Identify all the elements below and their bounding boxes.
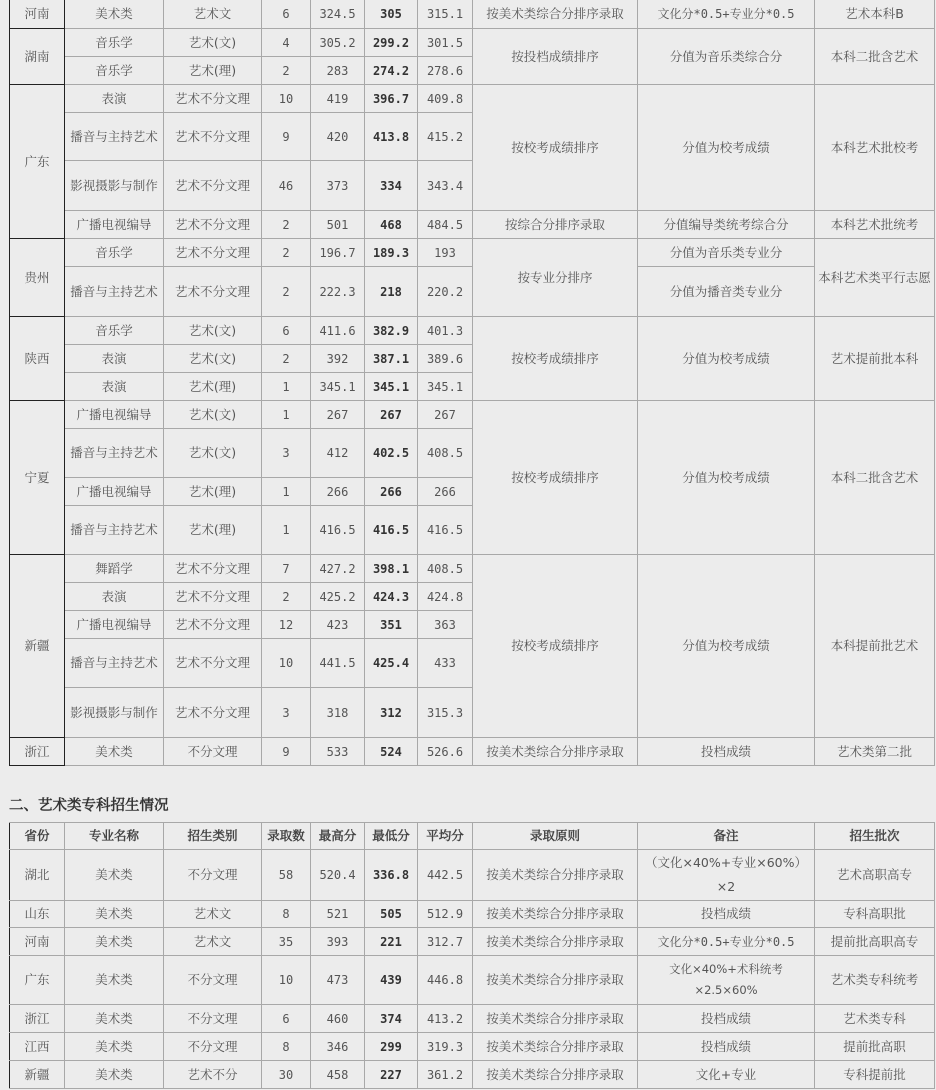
min-score-cell: 402.5 bbox=[365, 429, 418, 478]
max-score-cell: 501 bbox=[311, 211, 365, 239]
min-score-cell: 413.8 bbox=[365, 113, 418, 161]
major-cell: 音乐学 bbox=[65, 57, 164, 85]
max-score-cell: 411.6 bbox=[311, 317, 365, 345]
avg-score-cell: 409.8 bbox=[418, 85, 473, 113]
category-cell: 艺术(文) bbox=[164, 429, 262, 478]
count-cell: 1 bbox=[262, 373, 311, 401]
min-score-cell: 221 bbox=[365, 928, 418, 956]
rule-cell: 按校考成绩排序 bbox=[473, 85, 638, 211]
count-cell: 2 bbox=[262, 57, 311, 85]
category-cell: 不分文理 bbox=[164, 738, 262, 766]
min-score-cell: 374 bbox=[365, 1005, 418, 1033]
count-cell: 2 bbox=[262, 211, 311, 239]
max-score-cell: 420 bbox=[311, 113, 365, 161]
category-cell: 艺术不分文理 bbox=[164, 583, 262, 611]
avg-score-cell: 301.5 bbox=[418, 29, 473, 57]
category-cell: 不分文理 bbox=[164, 850, 262, 901]
max-score-cell: 460 bbox=[311, 1005, 365, 1033]
count-cell: 2 bbox=[262, 239, 311, 267]
major-cell: 播音与主持艺术 bbox=[65, 267, 164, 317]
category-cell: 艺术文 bbox=[164, 0, 262, 29]
major-cell: 美术类 bbox=[65, 1005, 164, 1033]
avg-score-cell: 446.8 bbox=[418, 956, 473, 1005]
count-cell: 2 bbox=[262, 267, 311, 317]
table-row bbox=[10, 901, 935, 928]
avg-score-cell: 266 bbox=[418, 478, 473, 506]
count-cell: 1 bbox=[262, 478, 311, 506]
max-score-cell: 416.5 bbox=[311, 506, 365, 555]
batch-cell: 艺术类专科统考 bbox=[815, 956, 935, 1005]
min-score-cell: 351 bbox=[365, 611, 418, 639]
avg-score-cell: 319.3 bbox=[418, 1033, 473, 1061]
province-cell: 新疆 bbox=[10, 1061, 65, 1089]
avg-score-cell: 442.5 bbox=[418, 850, 473, 901]
count-cell: 10 bbox=[262, 639, 311, 688]
batch-cell: 提前批高职 bbox=[815, 1033, 935, 1061]
count-cell: 4 bbox=[262, 29, 311, 57]
avg-score-cell: 363 bbox=[418, 611, 473, 639]
header-rule: 录取原则 bbox=[473, 823, 638, 850]
max-score-cell: 392 bbox=[311, 345, 365, 373]
avg-score-cell: 315.3 bbox=[418, 688, 473, 738]
count-cell: 30 bbox=[262, 1061, 311, 1089]
avg-score-cell: 278.6 bbox=[418, 57, 473, 85]
table-row bbox=[10, 738, 935, 766]
table-row bbox=[10, 317, 935, 345]
max-score-cell: 318 bbox=[311, 688, 365, 738]
min-score-cell: 336.8 bbox=[365, 850, 418, 901]
note-cell: 投档成绩 bbox=[638, 1033, 815, 1061]
count-cell: 6 bbox=[262, 1005, 311, 1033]
avg-score-cell: 389.6 bbox=[418, 345, 473, 373]
count-cell: 58 bbox=[262, 850, 311, 901]
table-row bbox=[10, 850, 935, 901]
rule-cell: 按美术类综合分排序录取 bbox=[473, 1005, 638, 1033]
rule-cell: 按美术类综合分排序录取 bbox=[473, 1033, 638, 1061]
rule-cell: 按综合分排序录取 bbox=[473, 211, 638, 239]
province-cell: 湖北 bbox=[10, 850, 65, 901]
major-cell: 广播电视编导 bbox=[65, 478, 164, 506]
category-cell: 艺术不分文理 bbox=[164, 239, 262, 267]
min-score-cell: 266 bbox=[365, 478, 418, 506]
table-row bbox=[10, 1033, 935, 1061]
max-score-cell: 305.2 bbox=[311, 29, 365, 57]
major-cell: 表演 bbox=[65, 583, 164, 611]
rule-cell: 按投档成绩排序 bbox=[473, 29, 638, 85]
batch-cell: 艺术提前批本科 bbox=[815, 317, 935, 401]
max-score-cell: 266 bbox=[311, 478, 365, 506]
min-score-cell: 505 bbox=[365, 901, 418, 928]
major-cell: 音乐学 bbox=[65, 239, 164, 267]
table-row bbox=[10, 555, 935, 583]
note-cell: 投档成绩 bbox=[638, 1005, 815, 1033]
province-cell: 湖南 bbox=[10, 29, 65, 85]
avg-score-cell: 408.5 bbox=[418, 429, 473, 478]
major-cell: 播音与主持艺术 bbox=[65, 429, 164, 478]
note-cell: 分值编导类统考综合分 bbox=[638, 211, 815, 239]
category-cell: 艺术(文) bbox=[164, 317, 262, 345]
note-cell: 分值为校考成绩 bbox=[638, 555, 815, 738]
table-header-row bbox=[10, 823, 935, 850]
rule-cell: 按校考成绩排序 bbox=[473, 317, 638, 401]
header-max-score: 最高分 bbox=[311, 823, 365, 850]
undergrad-admission-table bbox=[9, 0, 935, 766]
min-score-cell: 227 bbox=[365, 1061, 418, 1089]
category-cell: 艺术不分文理 bbox=[164, 85, 262, 113]
major-cell: 播音与主持艺术 bbox=[65, 506, 164, 555]
min-score-cell: 416.5 bbox=[365, 506, 418, 555]
min-score-cell: 382.9 bbox=[365, 317, 418, 345]
avg-score-cell: 415.2 bbox=[418, 113, 473, 161]
min-score-cell: 424.3 bbox=[365, 583, 418, 611]
category-cell: 艺术不分 bbox=[164, 1061, 262, 1089]
major-cell: 广播电视编导 bbox=[65, 401, 164, 429]
min-score-cell: 468 bbox=[365, 211, 418, 239]
batch-cell: 艺术类第二批 bbox=[815, 738, 935, 766]
note-cell: 分值为校考成绩 bbox=[638, 85, 815, 211]
batch-cell: 本科提前批艺术 bbox=[815, 555, 935, 738]
avg-score-cell: 416.5 bbox=[418, 506, 473, 555]
category-cell: 艺术不分文理 bbox=[164, 267, 262, 317]
rule-cell: 按专业分排序 bbox=[473, 239, 638, 317]
count-cell: 3 bbox=[262, 429, 311, 478]
province-cell: 贵州 bbox=[10, 239, 65, 317]
batch-cell: 艺术高职高专 bbox=[815, 850, 935, 901]
major-cell: 美术类 bbox=[65, 1061, 164, 1089]
avg-score-cell: 220.2 bbox=[418, 267, 473, 317]
max-score-cell: 458 bbox=[311, 1061, 365, 1089]
note-cell: 分值为校考成绩 bbox=[638, 317, 815, 401]
count-cell: 10 bbox=[262, 85, 311, 113]
rule-cell: 按校考成绩排序 bbox=[473, 555, 638, 738]
category-cell: 艺术(文) bbox=[164, 345, 262, 373]
min-score-cell: 524 bbox=[365, 738, 418, 766]
major-cell: 音乐学 bbox=[65, 29, 164, 57]
major-cell: 影视摄影与制作 bbox=[65, 161, 164, 211]
avg-score-cell: 484.5 bbox=[418, 211, 473, 239]
table-row bbox=[10, 401, 935, 429]
major-cell: 广播电视编导 bbox=[65, 211, 164, 239]
major-cell: 美术类 bbox=[65, 901, 164, 928]
major-cell: 美术类 bbox=[65, 738, 164, 766]
max-score-cell: 533 bbox=[311, 738, 365, 766]
count-cell: 1 bbox=[262, 401, 311, 429]
major-cell: 表演 bbox=[65, 345, 164, 373]
category-cell: 艺术(文) bbox=[164, 401, 262, 429]
count-cell: 46 bbox=[262, 161, 311, 211]
count-cell: 9 bbox=[262, 738, 311, 766]
max-score-cell: 441.5 bbox=[311, 639, 365, 688]
province-cell: 宁夏 bbox=[10, 401, 65, 555]
max-score-cell: 346 bbox=[311, 1033, 365, 1061]
avg-score-cell: 526.6 bbox=[418, 738, 473, 766]
category-cell: 艺术(理) bbox=[164, 506, 262, 555]
category-cell: 艺术(文) bbox=[164, 29, 262, 57]
category-cell: 艺术文 bbox=[164, 901, 262, 928]
major-cell: 影视摄影与制作 bbox=[65, 688, 164, 738]
category-cell: 艺术文 bbox=[164, 928, 262, 956]
note-cell: 文化分*0.5+专业分*0.5 bbox=[638, 0, 815, 29]
rule-cell: 按美术类综合分排序录取 bbox=[473, 738, 638, 766]
max-score-cell: 419 bbox=[311, 85, 365, 113]
count-cell: 1 bbox=[262, 506, 311, 555]
table-row bbox=[10, 267, 935, 317]
max-score-cell: 324.5 bbox=[311, 0, 365, 29]
section-title: 二、艺术类专科招生情况 bbox=[9, 797, 169, 814]
rule-cell: 按美术类综合分排序录取 bbox=[473, 956, 638, 1005]
min-score-cell: 299 bbox=[365, 1033, 418, 1061]
count-cell: 12 bbox=[262, 611, 311, 639]
avg-score-cell: 424.8 bbox=[418, 583, 473, 611]
major-cell: 广播电视编导 bbox=[65, 611, 164, 639]
category-cell: 不分文理 bbox=[164, 1005, 262, 1033]
province-cell: 山东 bbox=[10, 901, 65, 928]
rule-cell: 按美术类综合分排序录取 bbox=[473, 850, 638, 901]
table-row bbox=[10, 85, 935, 113]
max-score-cell: 283 bbox=[311, 57, 365, 85]
max-score-cell: 473 bbox=[311, 956, 365, 1005]
count-cell: 9 bbox=[262, 113, 311, 161]
min-score-cell: 345.1 bbox=[365, 373, 418, 401]
vocational-admission-table bbox=[9, 822, 935, 1089]
max-score-cell: 267 bbox=[311, 401, 365, 429]
rule-cell: 按校考成绩排序 bbox=[473, 401, 638, 555]
major-cell: 美术类 bbox=[65, 928, 164, 956]
max-score-cell: 373 bbox=[311, 161, 365, 211]
min-score-cell: 398.1 bbox=[365, 555, 418, 583]
major-cell: 美术类 bbox=[65, 0, 164, 29]
table-row bbox=[10, 1061, 935, 1089]
max-score-cell: 345.1 bbox=[311, 373, 365, 401]
rule-cell: 按美术类综合分排序录取 bbox=[473, 928, 638, 956]
table-row bbox=[10, 211, 935, 239]
header-batch: 招生批次 bbox=[815, 823, 935, 850]
count-cell: 8 bbox=[262, 901, 311, 928]
batch-cell: 艺术本科B bbox=[815, 0, 935, 29]
min-score-cell: 274.2 bbox=[365, 57, 418, 85]
min-score-cell: 425.4 bbox=[365, 639, 418, 688]
min-score-cell: 305 bbox=[365, 0, 418, 29]
major-cell: 播音与主持艺术 bbox=[65, 639, 164, 688]
rule-cell: 按美术类综合分排序录取 bbox=[473, 901, 638, 928]
table-row bbox=[10, 29, 935, 57]
batch-cell: 艺术类专科 bbox=[815, 1005, 935, 1033]
category-cell: 艺术(理) bbox=[164, 478, 262, 506]
header-min-score: 最低分 bbox=[365, 823, 418, 850]
major-cell: 美术类 bbox=[65, 1033, 164, 1061]
table-row bbox=[10, 239, 935, 267]
min-score-cell: 218 bbox=[365, 267, 418, 317]
province-cell: 河南 bbox=[10, 928, 65, 956]
batch-cell: 本科艺术类平行志愿 bbox=[815, 239, 935, 317]
avg-score-cell: 401.3 bbox=[418, 317, 473, 345]
count-cell: 6 bbox=[262, 317, 311, 345]
table-row bbox=[10, 928, 935, 956]
max-score-cell: 425.2 bbox=[311, 583, 365, 611]
header-province: 省份 bbox=[10, 823, 65, 850]
min-score-cell: 439 bbox=[365, 956, 418, 1005]
province-cell: 江西 bbox=[10, 1033, 65, 1061]
province-cell: 浙江 bbox=[10, 1005, 65, 1033]
category-cell: 艺术(理) bbox=[164, 57, 262, 85]
count-cell: 10 bbox=[262, 956, 311, 1005]
count-cell: 2 bbox=[262, 583, 311, 611]
max-score-cell: 427.2 bbox=[311, 555, 365, 583]
max-score-cell: 521 bbox=[311, 901, 365, 928]
note-cell: 文化×40%+术科统考×2.5×60% bbox=[638, 956, 815, 1005]
batch-cell: 本科二批含艺术 bbox=[815, 29, 935, 85]
category-cell: 艺术不分文理 bbox=[164, 688, 262, 738]
max-score-cell: 412 bbox=[311, 429, 365, 478]
category-cell: 艺术不分文理 bbox=[164, 555, 262, 583]
major-cell: 表演 bbox=[65, 373, 164, 401]
category-cell: 艺术不分文理 bbox=[164, 639, 262, 688]
header-avg-score: 平均分 bbox=[418, 823, 473, 850]
major-cell: 舞蹈学 bbox=[65, 555, 164, 583]
max-score-cell: 222.3 bbox=[311, 267, 365, 317]
header-count: 录取数 bbox=[262, 823, 311, 850]
category-cell: 艺术不分文理 bbox=[164, 161, 262, 211]
major-cell: 美术类 bbox=[65, 956, 164, 1005]
province-cell: 河南 bbox=[10, 0, 65, 29]
batch-cell: 本科二批含艺术 bbox=[815, 401, 935, 555]
min-score-cell: 334 bbox=[365, 161, 418, 211]
major-cell: 播音与主持艺术 bbox=[65, 113, 164, 161]
rule-cell: 按美术类综合分排序录取 bbox=[473, 0, 638, 29]
category-cell: 艺术不分文理 bbox=[164, 611, 262, 639]
category-cell: 不分文理 bbox=[164, 1033, 262, 1061]
min-score-cell: 396.7 bbox=[365, 85, 418, 113]
avg-score-cell: 315.1 bbox=[418, 0, 473, 29]
avg-score-cell: 361.2 bbox=[418, 1061, 473, 1089]
count-cell: 8 bbox=[262, 1033, 311, 1061]
min-score-cell: 312 bbox=[365, 688, 418, 738]
min-score-cell: 387.1 bbox=[365, 345, 418, 373]
avg-score-cell: 413.2 bbox=[418, 1005, 473, 1033]
province-cell: 陕西 bbox=[10, 317, 65, 401]
note-cell: 分值为音乐类综合分 bbox=[638, 29, 815, 85]
avg-score-cell: 433 bbox=[418, 639, 473, 688]
max-score-cell: 520.4 bbox=[311, 850, 365, 901]
note-cell: 分值为播音类专业分 bbox=[638, 267, 815, 317]
batch-cell: 专科提前批 bbox=[815, 1061, 935, 1089]
min-score-cell: 267 bbox=[365, 401, 418, 429]
category-cell: 艺术不分文理 bbox=[164, 211, 262, 239]
table-row bbox=[10, 1005, 935, 1033]
rule-cell: 按美术类综合分排序录取 bbox=[473, 1061, 638, 1089]
max-score-cell: 196.7 bbox=[311, 239, 365, 267]
category-cell: 艺术不分文理 bbox=[164, 113, 262, 161]
count-cell: 3 bbox=[262, 688, 311, 738]
batch-cell: 本科艺术批统考 bbox=[815, 211, 935, 239]
avg-score-cell: 512.9 bbox=[418, 901, 473, 928]
header-note: 备注 bbox=[638, 823, 815, 850]
note-cell: 文化+专业 bbox=[638, 1061, 815, 1089]
max-score-cell: 423 bbox=[311, 611, 365, 639]
table-row bbox=[10, 0, 935, 29]
header-category: 招生类别 bbox=[164, 823, 262, 850]
major-cell: 音乐学 bbox=[65, 317, 164, 345]
province-cell: 广东 bbox=[10, 956, 65, 1005]
min-score-cell: 299.2 bbox=[365, 29, 418, 57]
province-cell: 浙江 bbox=[10, 738, 65, 766]
avg-score-cell: 193 bbox=[418, 239, 473, 267]
avg-score-cell: 343.4 bbox=[418, 161, 473, 211]
province-cell: 广东 bbox=[10, 85, 65, 239]
category-cell: 艺术(理) bbox=[164, 373, 262, 401]
table-row bbox=[10, 956, 935, 1005]
count-cell: 2 bbox=[262, 345, 311, 373]
batch-cell: 专科高职批 bbox=[815, 901, 935, 928]
avg-score-cell: 312.7 bbox=[418, 928, 473, 956]
note-cell: 分值为校考成绩 bbox=[638, 401, 815, 555]
major-cell: 美术类 bbox=[65, 850, 164, 901]
major-cell: 表演 bbox=[65, 85, 164, 113]
avg-score-cell: 408.5 bbox=[418, 555, 473, 583]
batch-cell: 本科艺术批校考 bbox=[815, 85, 935, 211]
note-cell: 分值为音乐类专业分 bbox=[638, 239, 815, 267]
note-cell: 投档成绩 bbox=[638, 901, 815, 928]
min-score-cell: 189.3 bbox=[365, 239, 418, 267]
note-cell: 文化分*0.5+专业分*0.5 bbox=[638, 928, 815, 956]
avg-score-cell: 345.1 bbox=[418, 373, 473, 401]
note-cell: 投档成绩 bbox=[638, 738, 815, 766]
header-major: 专业名称 bbox=[65, 823, 164, 850]
max-score-cell: 393 bbox=[311, 928, 365, 956]
category-cell: 不分文理 bbox=[164, 956, 262, 1005]
count-cell: 35 bbox=[262, 928, 311, 956]
count-cell: 6 bbox=[262, 0, 311, 29]
count-cell: 7 bbox=[262, 555, 311, 583]
batch-cell: 提前批高职高专 bbox=[815, 928, 935, 956]
province-cell: 新疆 bbox=[10, 555, 65, 738]
note-cell: （文化×40%+专业×60%）×2 bbox=[638, 850, 815, 901]
avg-score-cell: 267 bbox=[418, 401, 473, 429]
